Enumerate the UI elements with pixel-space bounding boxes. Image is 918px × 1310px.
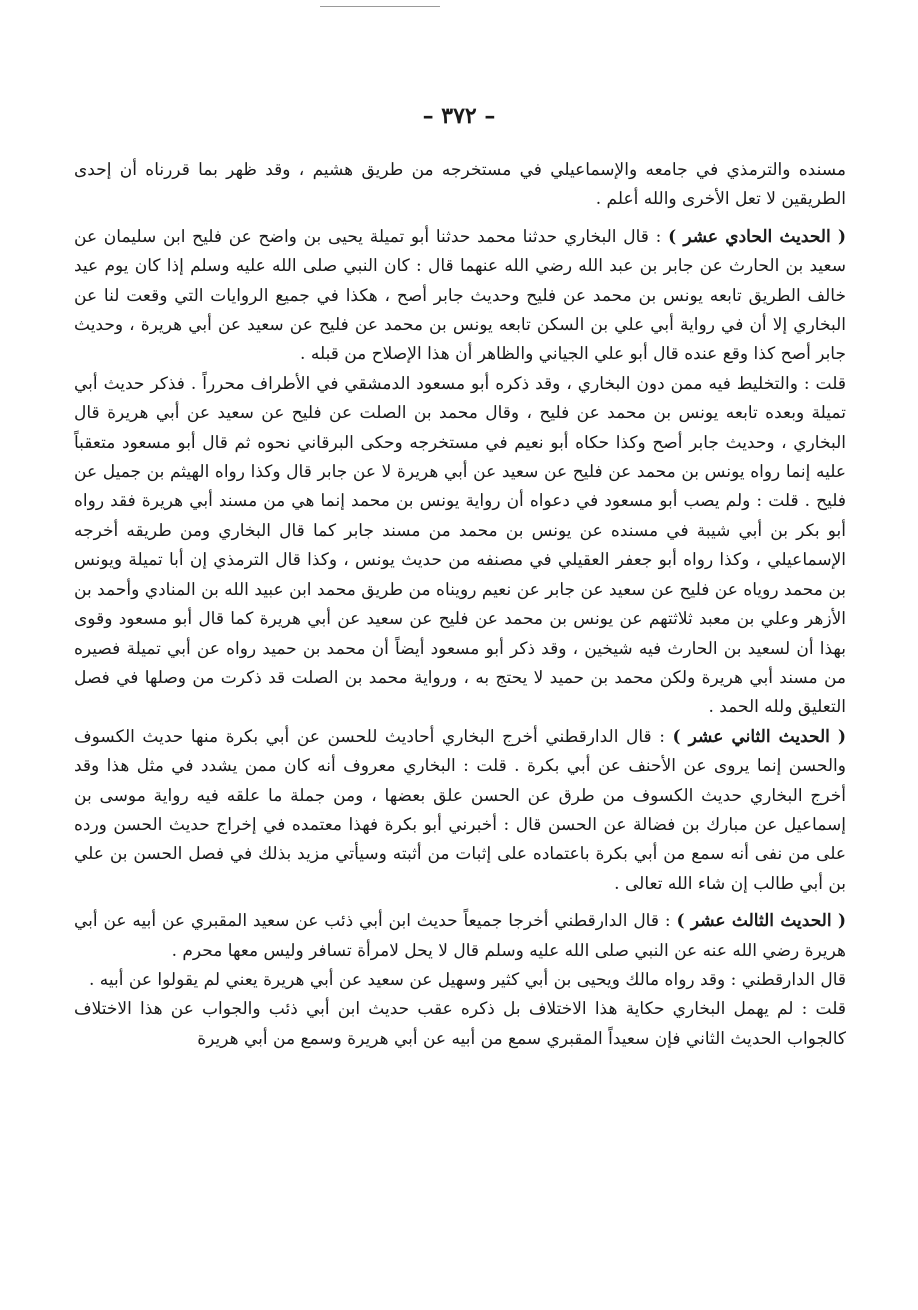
paragraph-1 — [74, 156, 846, 215]
paragraph-hadith-13 — [74, 907, 846, 966]
hadith-11-text: : قال البخاري حدثنا محمد حدثنا أبو تميلة يحيى بن واضح عن فليح ابن سليمان عن سعيد بن الحارث عن جابر بن عبد الله رضي الله عنهما قال : كان النبي صلى الله عليه وسلم إذا كان يوم عيد خالف الطريق تابعه يونس بن محمد عن فليح وحديث جابر أصح ، هكذا في جميع الروايات التي وقعت لنا عن البخاري إلا أن في رواية أبي علي بن السكن تابعه يونس بن محمد عن فليح عن سعيد عن أبي هريرة ، وحديث جابر أصح كذا وقع عنده قال أبو علي الجياني والظاهر أن هذا الإصلاح من قبله . — [74, 226, 846, 365]
hadith-13-heading: ( الحديث الثالث عشر ) — [676, 911, 846, 932]
spacer — [74, 215, 846, 223]
hadith-12-text: : قال الدارقطني أخرج البخاري أحاديث للحسن عن أبي بكرة منها حديث الكسوف والحسن إنما يروى عن الأحنف عن أبي بكرة . قلت : البخاري معروف أنه كان ممن يشدد في مثل هذا وقد أخرج البخاري حديث الكسوف من طرق عن الحسن علق بعضها ، ومن جملة ما علقه فيه رواية موسى بن إسماعيل عن مبارك بن فضالة عن الحسن قال : أخبرني أبو بكرة فهذا معتمده في إخراج حديث الحسن ورده على من نفى أنه سمع من أبي بكرة باعتماده على إثبات من أثبته وسيأتي مزيد بذلك في فصل الحسن بن علي بن أبي طالب إن شاء الله تعالى . — [74, 726, 846, 894]
qultu-1-text: قلت : والتخليط فيه ممن دون البخاري ، وقد ذكره أبو مسعود الدمشقي في الأطراف محرراً . فذكر حديث أبي تميلة وبعده تابعه يونس بن محمد عن فليح ، وقال محمد بن الصلت عن فليح عن سعيد عن أبي هريرة قال البخاري ، وحديث جابر أصح وكذا حكاه أبو نعيم في مستخرجه وحكى البرقاني نحوه ثم قال أبو مسعود متعقباً عليه إنما رواه يونس بن محمد عن فليح عن سعيد عن أبي هريرة لا عن جابر قال وكذا رواه الهيثم بن جميل عن فليح . قلت : ولم يصب أبو مسعود في دعواه أن رواية يونس بن محمد إنما هي من مسند أبي هريرة فقد رواه أبو بكر بن أبي شيبة في مسنده عن يونس بن محمد من مسند جابر كما قال البخاري ومن طريقه أخرجه الإسماعيلي ، وكذا رواه أبو جعفر العقيلي في مصنفه من حديث يونس ، وكذا قال الترمذي إن أبا تميلة ويونس بن محمد روياه عن فليح عن سعيد عن جابر عن نعيم رويناه من طريق محمد ابن عبيد الله بن المنادي وأحمد بن الأزهر وعلي بن معبد ثلاثتهم عن يونس بن محمد عن فليح عن سعيد عن أبي هريرة كما قال أبو مسعود وقوى بهذا أن لسعيد بن الحارث فيه شيخين ، وقد ذكر أبو مسعود أيضاً أن محمد بن حميد رواه عن أبي تميلة فصيره من مسند أبي هريرة ولكن محمد بن حميد لا يحتج به ، ورواية محمد بن الصلت قد ذكرت من وصلها في فصل التعليق ولله الحمد . — [74, 373, 846, 718]
hadith-11-heading: ( الحديث الحادي عشر ) — [668, 226, 846, 247]
paragraph-daraqutni — [74, 966, 846, 995]
qultu-2-text: قلت : لم يهمل البخاري حكاية هذا الاختلاف بل ذكره عقب حديث ابن أبي ذئب والجواب عن هذا الاختلاف كالجواب الحديث الثاني فإن سعيداً المقبري سمع من أبيه عن أبي هريرة وسمع من أبي هريرة — [74, 999, 846, 1049]
paragraph-hadith-12 — [74, 723, 846, 899]
hadith-12-heading: ( الحديث الثاني عشر ) — [672, 726, 846, 747]
daraqutni-text: قال الدارقطني : وقد رواه مالك ويحيى بن أبي كثير وسهيل عن سعيد عن أبي هريرة يعني لم يقولوا عن أبيه . — [89, 969, 846, 990]
spacer — [74, 899, 846, 907]
top-rule — [320, 6, 440, 7]
page-body — [74, 156, 846, 1054]
paragraph-qultu-2 — [74, 995, 846, 1054]
paragraph-1-text: مسنده والترمذي في جامعه والإسماعيلي في مستخرجه من طريق هشيم ، وقد ظهر بما قررناه أن إحدى الطريقين لا تعل الأخرى والله أعلم . — [74, 160, 846, 210]
paragraph-hadith-11 — [74, 223, 846, 370]
page-number: – ٣٧٢ – — [422, 103, 496, 129]
hadith-13-text: : قال الدارقطني أخرجا جميعاً حديث ابن أبي ذئب عن سعيد المقبري عن أبيه عن أبي هريرة رضي الله عنه عن النبي صلى الله عليه وسلم قال لا يحل لامرأة تسافر وليس معها محرم . — [74, 911, 846, 961]
paragraph-qultu-1 — [74, 370, 846, 723]
